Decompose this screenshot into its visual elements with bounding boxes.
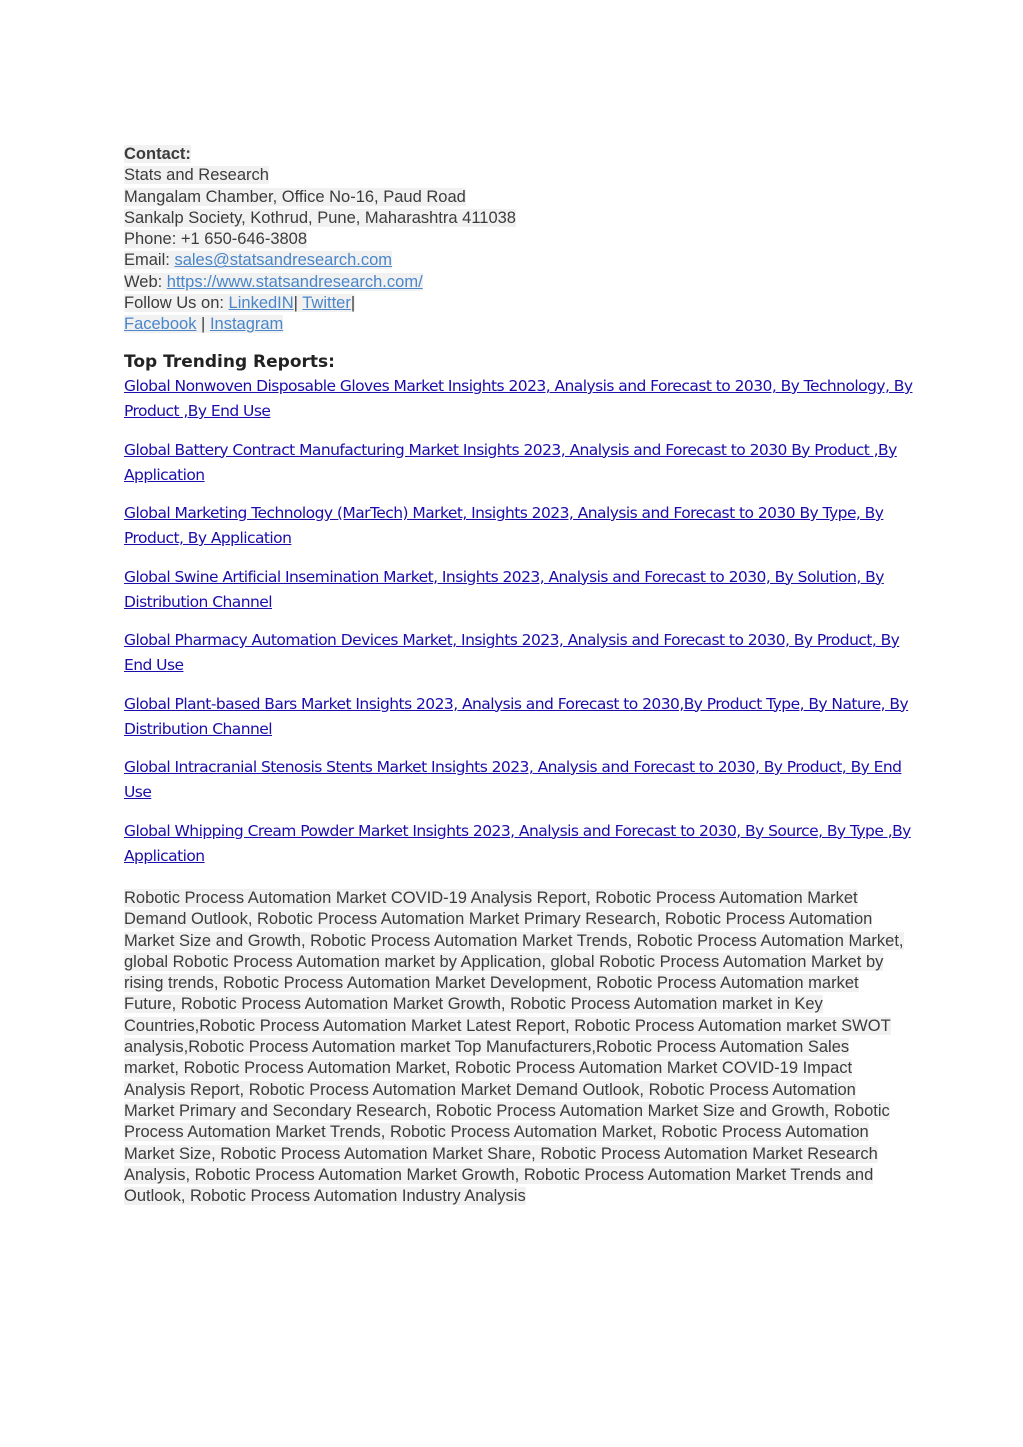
report-link[interactable]: Global Pharmacy Automation Devices Market, Insights 2023, Analysis and Forecast to 2030, By Product, By End Use <box>124 631 900 674</box>
email-label: Email: <box>124 251 175 270</box>
separator: | <box>350 294 356 313</box>
phone-number: Phone: +1 650-646-3808 <box>124 230 308 249</box>
facebook-link[interactable]: Facebook <box>124 315 197 334</box>
contact-block <box>124 144 914 336</box>
report-link[interactable]: Global Intracranial Stenosis Stents Market Insights 2023, Analysis and Forecast to 2030, By Product, By End Use <box>124 758 902 801</box>
instagram-link[interactable]: Instagram <box>209 315 284 334</box>
report-link[interactable]: Global Marketing Technology (MarTech) Market, Insights 2023, Analysis and Forecast to 2030 By Type, By Product, By Application <box>124 504 884 547</box>
report-link[interactable]: Global Nonwoven Disposable Gloves Market Insights 2023, Analysis and Forecast to 2030, By Technology, By Product ,By End Use <box>124 377 913 420</box>
contact-heading: Contact: <box>124 145 191 163</box>
keywords-paragraph <box>124 888 904 1207</box>
report-list <box>124 374 914 869</box>
keywords-text: Robotic Process Automation Market COVID-19 Analysis Report, Robotic Process Automation Market Demand Outlook, Robotic Process Automation Market Primary Research, Robotic Process Automation Market Size and Growth, Robotic Process Automation Market Trends, Robotic Process Automation Market, global Robotic Process Automation market by Application, global Robotic Process Automation Market by rising trends, Robotic Process Automation Market Development, Robotic Process Automation market Future, Robotic Process Automation Market Growth, Robotic Process Automation market in Key Countries,Robotic Process Automation Market Latest Report, Robotic Process Automation market SWOT analysis,Robotic Process Automation market Top Manufacturers,Robotic Process Automation Sales market, Robotic Process Automation Market, Robotic Process Automation Market COVID-19 Impact Analysis Report, Robotic Process Automation Market Demand Outlook, Robotic Process Automation Market Primary and Secondary Research, Robotic Process Automation Market Size and Growth, Robotic Process Automation Market Trends, Robotic Process Automation Market, Robotic Process Automation Market Size, Robotic Process Automation Market Share, Robotic Process Automation Market Research Analysis, Robotic Process Automation Market Growth, Robotic Process Automation Market Trends and Outlook, Robotic Process Automation Industry Analysis <box>124 889 904 1206</box>
address-line-1: Mangalam Chamber, Office No-16, Paud Road <box>124 187 466 206</box>
report-link[interactable]: Global Battery Contract Manufacturing Market Insights 2023, Analysis and Forecast to 2030 By Product ,By Application <box>124 440 897 484</box>
email-link[interactable]: sales@statsandresearch.com <box>174 251 393 270</box>
report-link[interactable]: Global Plant-based Bars Market Insights 2023, Analysis and Forecast to 2030,By Product Type, By Nature, By Distribution Channel <box>124 694 909 738</box>
trending-heading: Top Trending Reports: <box>124 352 335 372</box>
separator: | <box>196 315 210 334</box>
trending-reports-section <box>124 350 914 882</box>
web-label: Web: <box>124 272 167 291</box>
follow-label: Follow Us on: <box>124 294 229 313</box>
report-link[interactable]: Global Whipping Cream Powder Market Insights 2023, Analysis and Forecast to 2030, By Source, By Type ,By Application <box>124 821 911 865</box>
web-link[interactable]: https://www.statsandresearch.com/ <box>166 272 423 291</box>
linkedin-link[interactable]: LinkedIN <box>228 294 294 313</box>
twitter-link[interactable]: Twitter <box>302 294 351 313</box>
company-name: Stats and Research <box>124 166 269 185</box>
separator: | <box>293 294 298 313</box>
report-link[interactable]: Global Swine Artificial Insemination Market, Insights 2023, Analysis and Forecast to 2030, By Solution, By Distribution Channel <box>124 567 884 611</box>
address-line-2: Sankalp Society, Kothrud, Pune, Maharashtra 411038 <box>124 208 516 227</box>
